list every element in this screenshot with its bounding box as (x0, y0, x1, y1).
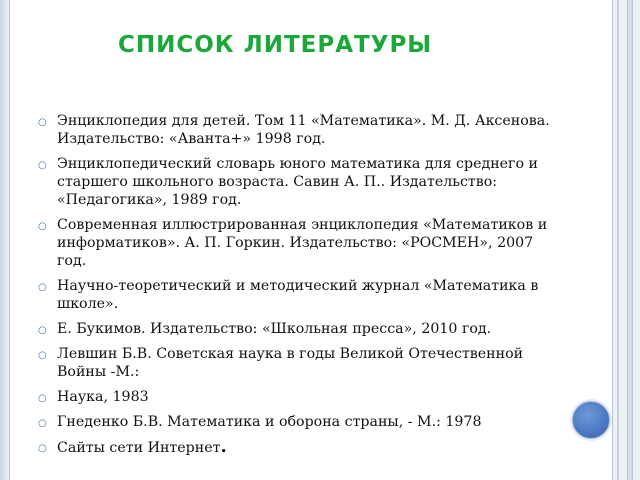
reference-text: Наука, 1983 (57, 389, 149, 405)
border-stripe (617, 0, 619, 480)
reference-text: Левшин Б.В. Советская наука в годы Великой Отечественной Войны -М.: (57, 346, 524, 380)
reference-text: Энциклопедия для детей. Том 11 «Математика». М. Д. Аксенова. Издательство: «Аванта+» 1998 год. (57, 113, 550, 147)
bullet-icon: ○ (38, 325, 47, 336)
reference-item (38, 277, 558, 313)
slide-left-border (0, 0, 10, 480)
reference-text: Современная иллюстрированная энциклопедия «Математиков и информатиков». А. П. Горкин. Издательство: «РОСМЕН», 2007 год. (57, 217, 548, 269)
reference-item (38, 216, 558, 270)
border-stripe (627, 0, 633, 480)
slide-title: СПИСОК ЛИТЕРАТУРЫ (118, 32, 433, 58)
reference-list (38, 112, 558, 464)
reference-item (38, 112, 558, 148)
reference-text: Научно-теоретический и методический журнал «Математика в школе». (57, 278, 539, 312)
decorative-circle-icon (572, 401, 610, 439)
reference-text: Сайты сети Интернет (57, 440, 221, 456)
reference-punct: . (220, 436, 227, 457)
slide-right-border (612, 0, 640, 480)
bullet-icon: ○ (38, 443, 47, 454)
reference-item (38, 155, 558, 209)
reference-item (38, 345, 558, 381)
bullet-icon: ○ (38, 350, 47, 361)
bullet-icon: ○ (38, 117, 47, 128)
reference-item (38, 320, 558, 338)
bullet-icon: ○ (38, 221, 47, 232)
bullet-icon: ○ (38, 160, 47, 171)
reference-item (38, 388, 558, 406)
bullet-icon: ○ (38, 393, 47, 404)
reference-text: Энциклопедический словарь юного математика для среднего и старшего школьного возраста. Савин А. П.. Издательство: «Педагогика», 1989 год. (57, 156, 538, 208)
bullet-icon: ○ (38, 282, 47, 293)
bullet-icon: ○ (38, 418, 47, 429)
reference-text: Е. Букимов. Издательство: «Школьная пресса», 2010 год. (57, 321, 492, 337)
reference-text: Гнеденко Б.В. Математика и оборона страны, - М.: 1978 (57, 414, 482, 430)
reference-item (38, 413, 558, 431)
reference-item (38, 438, 558, 457)
